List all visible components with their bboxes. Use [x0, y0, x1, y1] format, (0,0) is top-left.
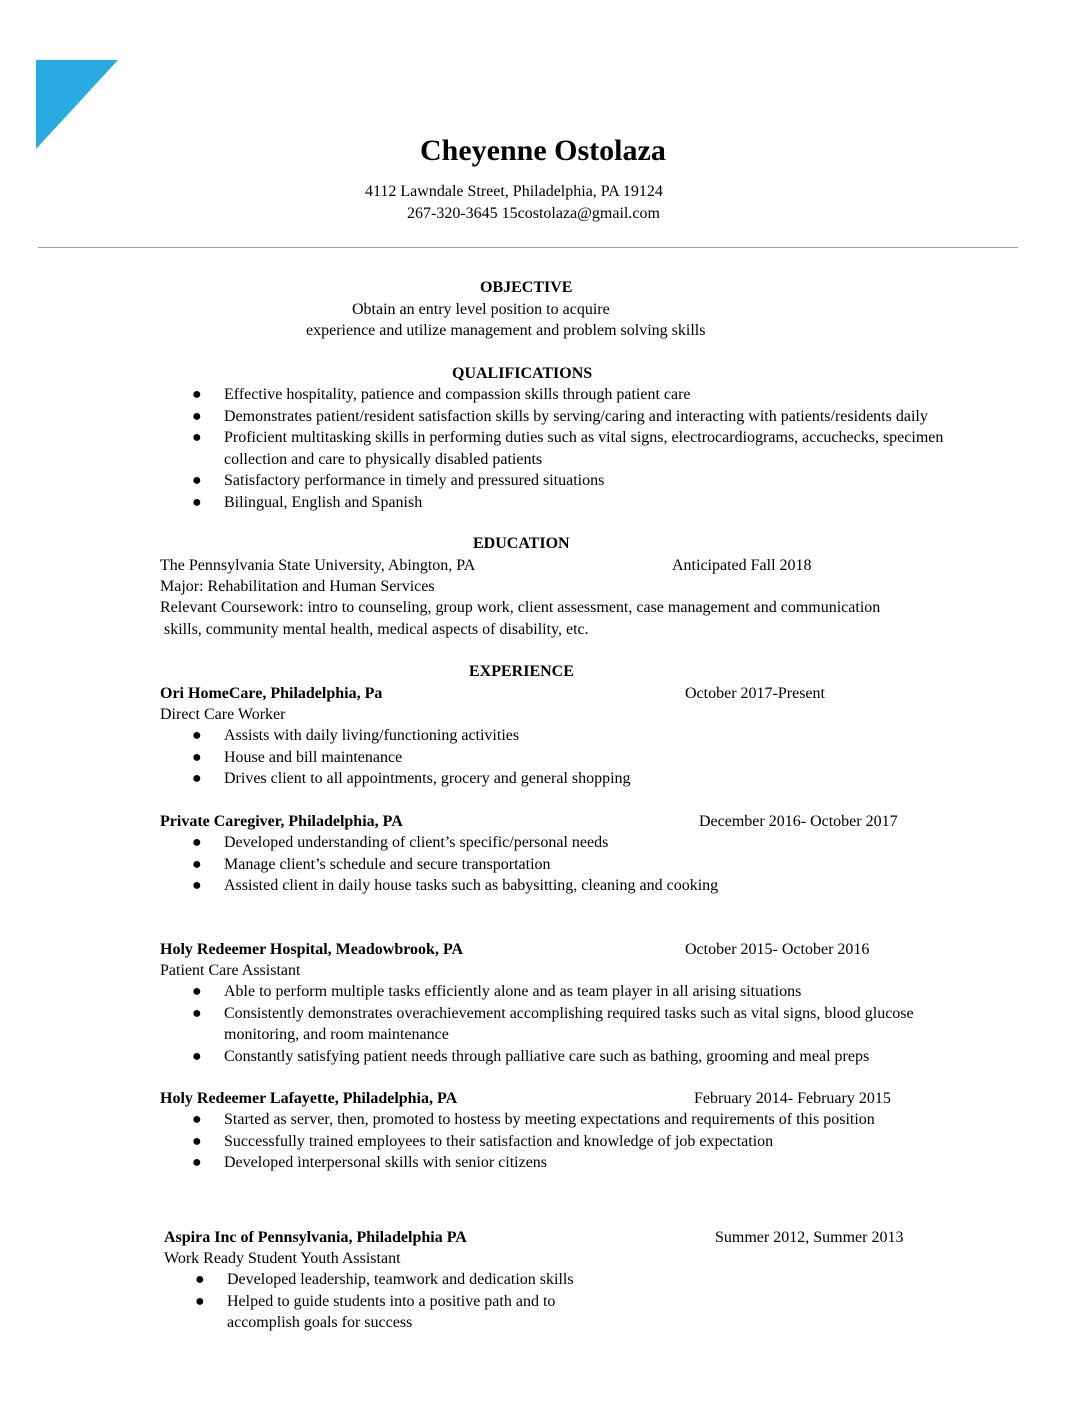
bullet-icon: ●	[192, 1111, 202, 1128]
list-item: ● Manage client’s schedule and secure transportation	[160, 854, 718, 876]
bullet-icon: ●	[195, 1271, 205, 1288]
list-item: ● Developed understanding of client’s specific/personal needs	[160, 832, 718, 854]
job-duties-list	[163, 1269, 574, 1334]
bullet-icon: ●	[192, 748, 202, 766]
list-item: ● Bilingual, English and Spanish	[160, 492, 943, 514]
list-item: ● Started as server, then, promoted to hostess by meeting expectations and requirements of this position	[160, 1109, 875, 1131]
education-school: The Pennsylvania State University, Abington, PA	[160, 557, 476, 574]
job-title: Work Ready Student Youth Assistant	[164, 1250, 401, 1267]
job-date: February 2014- February 2015	[694, 1090, 891, 1107]
list-item: ● Proficient multitasking skills in performing duties such as vital signs, electrocardiograms, accuchecks, specimen	[160, 427, 943, 449]
bullet-icon: ●	[192, 855, 202, 873]
qualifications-heading: QUALIFICATIONS	[452, 365, 593, 382]
list-item: ● Demonstrates patient/resident satisfaction skills by serving/caring and interacting with patients/residents daily	[160, 406, 943, 428]
education-coursework-line-1: Relevant Coursework: intro to counseling, group work, client assessment, case management and communication	[160, 599, 881, 616]
list-item: ● Developed leadership, teamwork and dedication skills	[163, 1269, 574, 1291]
job-date: December 2016- October 2017	[699, 813, 898, 830]
job-date: October 2017-Present	[685, 685, 825, 702]
list-item: ● Constantly satisfying patient needs through palliative care such as bathing, grooming and meal preps	[160, 1046, 914, 1068]
bullet-icon: ●	[192, 429, 202, 446]
education-coursework-line-2: skills, community mental health, medical aspects of disability, etc.	[164, 621, 589, 638]
job-date: October 2015- October 2016	[685, 941, 870, 958]
candidate-name: Cheyenne Ostolaza	[420, 134, 666, 167]
objective-line-2: experience and utilize management and problem solving skills	[306, 322, 706, 339]
corner-accent-triangle	[36, 60, 118, 149]
bullet-icon: ●	[192, 983, 202, 1000]
contact-line: 267-320-3645 15costolaza@gmail.com	[407, 205, 660, 222]
list-item: ● Developed interpersonal skills with senior citizens	[160, 1152, 875, 1174]
job-duties-list	[160, 981, 914, 1067]
bullet-icon: ●	[195, 1292, 205, 1310]
job-title: Direct Care Worker	[160, 706, 286, 723]
bullet-icon: ●	[192, 1132, 202, 1150]
job-employer: Private Caregiver, Philadelphia, PA	[160, 813, 403, 830]
list-item: ● House and bill maintenance	[160, 747, 631, 769]
address-line: 4112 Lawndale Street, Philadelphia, PA 19124	[365, 183, 663, 200]
list-item: ● Able to perform multiple tasks efficiently alone and as team player in all arising situations	[160, 981, 914, 1003]
bullet-icon: ●	[192, 386, 202, 403]
education-major: Major: Rehabilitation and Human Services	[160, 578, 435, 595]
list-item: ● Successfully trained employees to their satisfaction and knowledge of job expectation	[160, 1131, 875, 1153]
job-employer: Aspira Inc of Pennsylvania, Philadelphia PA	[164, 1229, 467, 1246]
objective-heading: OBJECTIVE	[480, 279, 573, 296]
bullet-icon: ●	[192, 407, 202, 425]
header-divider	[38, 247, 1018, 248]
bullet-icon: ●	[192, 770, 202, 787]
experience-heading: EXPERIENCE	[469, 663, 574, 680]
list-item-continuation: accomplish goals for success	[227, 1314, 413, 1331]
job-duties-list	[160, 832, 718, 897]
job-employer: Holy Redeemer Lafayette, Philadelphia, PA	[160, 1090, 458, 1107]
job-employer: Holy Redeemer Hospital, Meadowbrook, PA	[160, 941, 464, 958]
bullet-icon: ●	[192, 877, 202, 894]
list-item: ● Consistently demonstrates overachievement accomplishing required tasks such as vital signs, blood glucose	[160, 1003, 914, 1025]
job-duties-list	[160, 725, 631, 790]
list-item: ● Assists with daily living/functioning activities	[160, 725, 631, 747]
education-date: Anticipated Fall 2018	[672, 557, 812, 574]
list-item: ● Effective hospitality, patience and compassion skills through patient care	[160, 384, 943, 406]
bullet-icon: ●	[192, 493, 202, 511]
job-date: Summer 2012, Summer 2013	[715, 1229, 904, 1246]
bullet-icon: ●	[192, 834, 202, 851]
list-item: ● Helped to guide students into a positive path and to	[163, 1291, 574, 1313]
job-employer: Ori HomeCare, Philadelphia, Pa	[160, 685, 383, 702]
list-item: ● Assisted client in daily house tasks such as babysitting, cleaning and cooking	[160, 875, 718, 897]
education-heading: EDUCATION	[473, 535, 570, 552]
list-item-continuation: monitoring, and room maintenance	[224, 1026, 449, 1043]
job-title: Patient Care Assistant	[160, 962, 301, 979]
bullet-icon: ●	[192, 1154, 202, 1171]
bullet-icon: ●	[192, 1047, 202, 1065]
list-item: ● Satisfactory performance in timely and pressured situations	[160, 470, 943, 492]
bullet-icon: ●	[192, 1004, 202, 1022]
qualifications-list	[160, 384, 943, 513]
job-duties-list	[160, 1109, 875, 1174]
list-item: ● Drives client to all appointments, grocery and general shopping	[160, 768, 631, 790]
bullet-icon: ●	[192, 472, 202, 489]
objective-line-1: Obtain an entry level position to acquire	[352, 301, 610, 318]
list-item-continuation: collection and care to physically disabled patients	[224, 450, 543, 468]
bullet-icon: ●	[192, 727, 202, 744]
